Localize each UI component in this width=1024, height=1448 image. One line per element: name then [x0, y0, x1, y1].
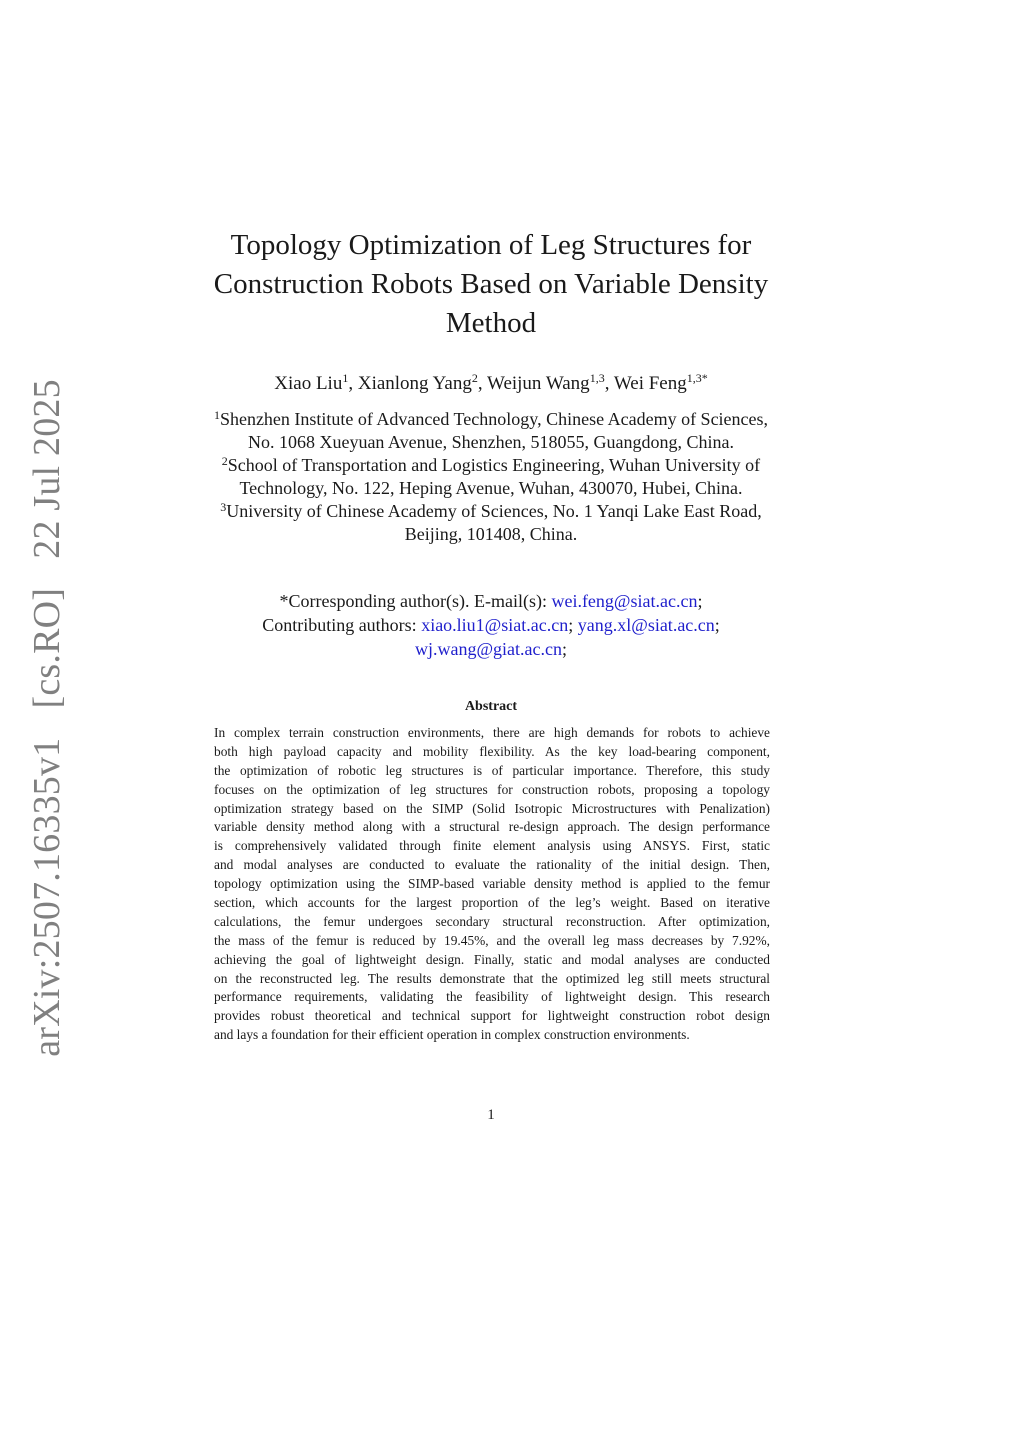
affiliation-number: 3 — [220, 500, 227, 514]
title-line: Topology Optimization of Leg Structures for — [230, 229, 752, 261]
page-number: 1 — [487, 1107, 495, 1123]
affiliation-list — [150, 408, 832, 546]
arxiv-category: [cs.RO] — [26, 587, 68, 709]
contributing-label: Contributing authors: — [262, 615, 422, 635]
corresponding-label: *Corresponding author(s). E-mail(s): — [279, 591, 552, 611]
affiliation: $^2$School of Transportation and Logistics Engineering, Wuhan University of Technology, No. 122, Heping Avenue, Wuhan, 430070, Hubei, China. — [221, 454, 761, 498]
abstract-line: achieving the goal of lightweight design. Finally, static and modal analyses are conducted — [214, 951, 770, 967]
contributing-email-link[interactable]: wj.wang@giat.ac.cn — [414, 639, 562, 659]
author: Wei Feng$^{1,3*}$ — [613, 371, 708, 394]
abstract-line: and modal analyses are conducted to evaluate the rationality of the initial design. Then, — [214, 857, 770, 873]
contributing-email-link[interactable]: xiao.liu1@siat.ac.cn — [421, 615, 569, 635]
author: Xianlong Yang$^2$, — [357, 371, 488, 394]
arxiv-id: arXiv:2507.16335v1 — [26, 737, 68, 1057]
correspondence-block: *Corresponding author(s). E-mail(s): wei.feng@siat.ac.cn; Contributing authors: xiao.liu1@siat.ac.cn; yang.xl@siat.ac.cn; wj.wang@giat.ac.cn; — [262, 591, 720, 659]
title-line: Method — [445, 307, 537, 339]
author-affiliation-marker: 1,3* — [686, 371, 708, 385]
abstract-line: is comprehensively validated through finite element analysis using ANSYS. First, static — [214, 838, 770, 854]
author: Weijun Wang$^{1,3}$, — [487, 371, 614, 394]
author: Xiao Liu$^1$, — [274, 371, 358, 394]
affiliation: $^1$Shenzhen Institute of Advanced Technology, Chinese Academy of Sciences, No. 1068 Xueyuan Avenue, Shenzhen, 518055, Guangdong, China. — [213, 408, 769, 452]
arxiv-date: 22 Jul 2025 — [26, 379, 68, 559]
abstract-body — [214, 724, 770, 1045]
abstract-line: variable density method along with a structural re-design approach. The design performance — [214, 819, 770, 835]
abstract-line: focuses on the optimization of leg structures for construction robots, proposing a topology — [214, 781, 770, 797]
abstract-line: performance requirements, validating the feasibility of lightweight design. This research — [214, 989, 770, 1005]
author-affiliation-marker: 1 — [342, 371, 349, 385]
contributing-email-link[interactable]: yang.xl@siat.ac.cn — [577, 615, 715, 635]
affiliation-number: 1 — [213, 408, 220, 422]
abstract-line: section, which accounts for the largest proportion of the leg’s weight. Based on iterative — [214, 895, 770, 911]
paper-title — [190, 226, 792, 343]
author-affiliation-marker: 1,3 — [589, 371, 605, 385]
author-affiliation-marker: 2 — [471, 371, 478, 385]
corresponding-email-link[interactable]: wei.feng@siat.ac.cn — [551, 591, 698, 611]
abstract-line: optimization strategy based on the SIMP (Solid Isotropic Microstructures with Penalization) — [214, 800, 770, 816]
author-list — [150, 370, 832, 398]
arxiv-identifier-stamp — [14, 379, 80, 1057]
affiliation-number: 2 — [221, 454, 228, 468]
abstract-line: on the reconstructed leg. The results demonstrate that the optimized leg still meets structural — [214, 970, 770, 986]
abstract-line: provides robust theoretical and technical support for lightweight construction robot design — [214, 1008, 770, 1024]
abstract-line: calculations, the femur undergoes secondary structural reconstruction. After optimization, — [214, 913, 770, 929]
abstract-line: and lays a foundation for their efficient operation in complex construction environments. — [214, 1027, 690, 1043]
abstract-line: the mass of the femur is reduced by 19.45%, and the overall leg mass decreases by 7.92%, — [214, 932, 770, 948]
abstract-line: In complex terrain construction environments, there are high demands for robots to achieve — [214, 725, 770, 740]
abstract-heading: Abstract — [464, 699, 518, 714]
title-line: Construction Robots Based on Variable Density — [213, 268, 769, 300]
affiliation: $^3$University of Chinese Academy of Sciences, No. 1 Yanqi Lake East Road, Beijing, 101408, China. — [220, 500, 762, 544]
abstract-line: topology optimization using the SIMP-based variable density method is applied to the femur — [214, 876, 770, 892]
abstract-line: the optimization of robotic leg structures is of particular importance. Therefore, this study — [214, 762, 770, 778]
abstract-line: both high payload capacity and mobility flexibility. As the key load-bearing component, — [214, 743, 770, 759]
